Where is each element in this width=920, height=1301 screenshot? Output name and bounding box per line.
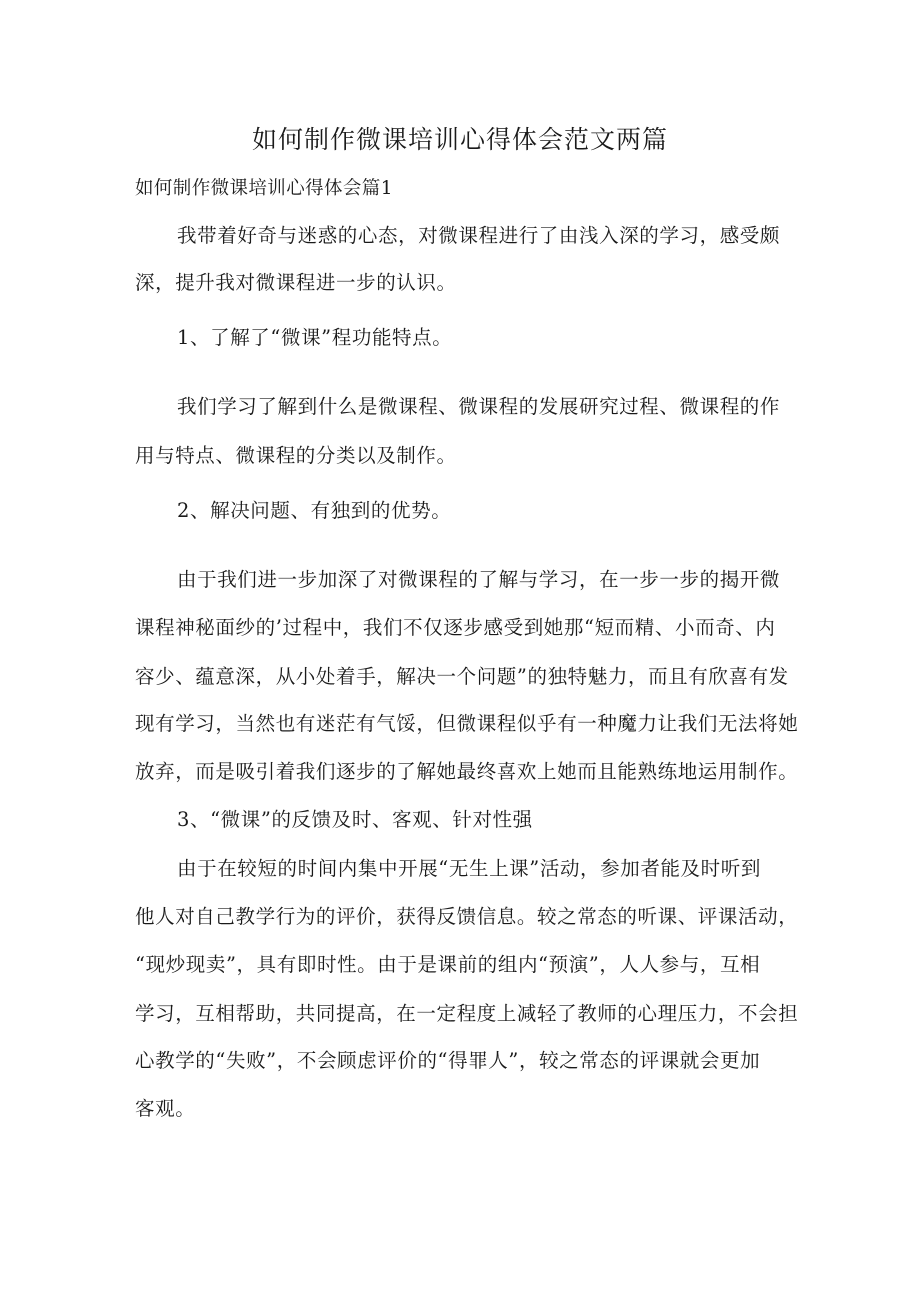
document-title: 如何制作微课培训心得体会范文两篇 bbox=[251, 125, 668, 154]
paragraph-line: 深，提升我对微课程进一步的认识。 bbox=[135, 271, 457, 294]
paragraph-line: 他人对自己教学行为的评价，获得反馈信息。较之常态的听课、评课活动， bbox=[135, 905, 799, 928]
section-heading: 2、解决问题、有独到的优势。 bbox=[177, 499, 452, 522]
paragraph-line: 由于我们进一步加深了对微课程的了解与学习，在一步一步的揭开微 bbox=[177, 568, 781, 591]
paragraph-line: 由于在较短的时间内集中开展“无生上课”活动，参加者能及时听到 bbox=[177, 857, 761, 880]
paragraph-line: 学习，互相帮助，共同提高，在一定程度上减轻了教师的心理压力，不会担 bbox=[135, 1002, 799, 1025]
section-subtitle: 如何制作微课培训心得体会篇1 bbox=[135, 178, 393, 199]
paragraph-line: 心教学的“失败”，不会顾虑评价的“得罪人”，较之常态的评课就会更加 bbox=[135, 1049, 761, 1072]
paragraph-line: 我带着好奇与迷惑的心态，对微课程进行了由浅入深的学习，感受颇 bbox=[177, 224, 781, 247]
paragraph-line: 客观。 bbox=[135, 1097, 196, 1120]
paragraph-line: 我们学习了解到什么是微课程、微课程的发展研究过程、微课程的作 bbox=[177, 395, 781, 418]
paragraph-line: 现有学习，当然也有迷茫有气馁，但微课程似乎有一种魔力让我们无法将她 bbox=[135, 712, 799, 735]
section-heading: 1、了解了“微课”程功能特点。 bbox=[177, 326, 453, 349]
paragraph-line: 容少、蕴意深，从小处着手，解决一个问题”的独特魅力，而且有欣喜有发 bbox=[135, 665, 789, 688]
paragraph-line: “现炒现卖”，具有即时性。由于是课前的组内“预演”，人人参与，互相 bbox=[135, 953, 761, 976]
paragraph-line: 用与特点、微课程的分类以及制作。 bbox=[135, 444, 457, 467]
section-heading: 3、“微课”的反馈及时、客观、针对性强 bbox=[177, 808, 533, 831]
paragraph-line: 放弃，而是吸引着我们逐步的了解她最终喜欢上她而且能熟练地运用制作。 bbox=[135, 760, 799, 783]
paragraph-line: 课程神秘面纱的’过程中，我们不仅逐步感受到她那“短而精、小而奇、内 bbox=[135, 616, 776, 639]
